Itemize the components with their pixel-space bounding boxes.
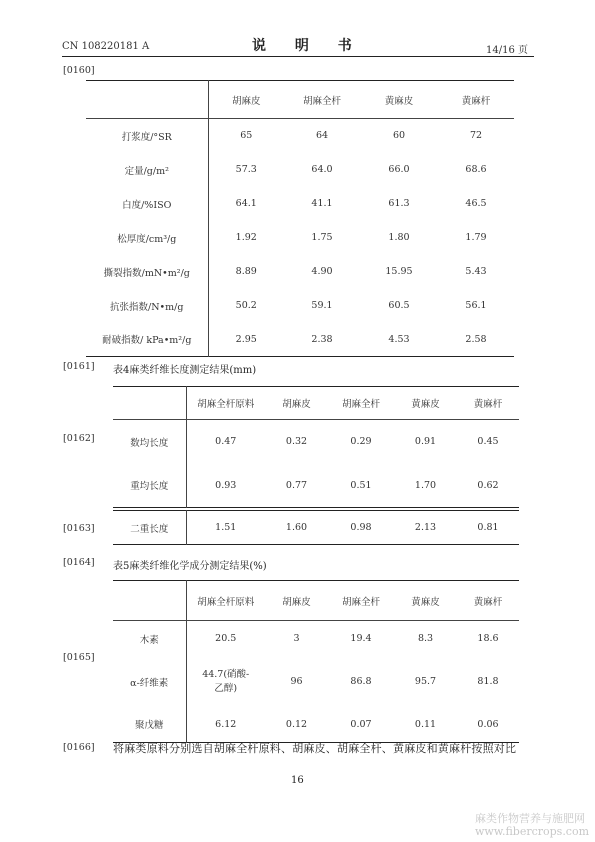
cell-value: 50.2: [235, 300, 257, 311]
para-number-0163: [0163]: [63, 523, 95, 534]
table3-col-header: 胡麻全杆: [341, 596, 380, 608]
cell-value: 66.0: [388, 164, 410, 175]
table-row: [86, 153, 514, 187]
table3-header-row: [113, 581, 519, 621]
cell-value: 1.79: [465, 232, 487, 243]
cell-value: 60: [392, 130, 406, 142]
cell-value: 5.43: [465, 266, 487, 277]
row-label: 抗张指数/N•m/g: [86, 289, 208, 323]
cell-value: 0.98: [350, 522, 372, 533]
cell-value: 0.91: [414, 436, 437, 448]
table-row: [86, 289, 514, 323]
table-row: [86, 119, 514, 153]
cell-value: 0.32: [285, 436, 308, 448]
cell-value: 18.6: [477, 633, 499, 645]
cell-value: 56.1: [465, 300, 487, 311]
header-rule: [62, 56, 534, 57]
page-title: 说 明 书: [252, 38, 364, 54]
cell-value: 20.5: [215, 633, 237, 645]
table-row: [86, 187, 514, 221]
table1-col-header: 胡麻全杆: [302, 95, 341, 107]
cell-value: 46.5: [465, 198, 487, 209]
cell-value: 65: [240, 130, 253, 142]
row-label: 定量/g/m²: [86, 153, 208, 187]
table2-header-row: [113, 387, 519, 420]
table1-header-row: [86, 81, 514, 119]
cell-value: 4.53: [388, 333, 410, 345]
table2-header-blank: [113, 387, 186, 420]
table3-col-header: 黄麻皮: [411, 596, 440, 608]
table-row: [86, 255, 514, 289]
cell-value: 95.7: [414, 676, 437, 687]
cell-value: 64.0: [311, 164, 333, 175]
page-indicator: 14/16 页: [486, 45, 528, 56]
cell-value: 0.07: [350, 718, 372, 730]
cell-value: 15.95: [385, 266, 413, 277]
table2-col-header: 胡麻皮: [282, 399, 311, 410]
cell-value: 68.6: [465, 164, 487, 175]
cell-value: 1.70: [414, 479, 437, 491]
page-number: 16: [291, 775, 304, 786]
table2-col-header: 黄麻皮: [411, 399, 440, 410]
cell-value: 0.29: [350, 436, 372, 448]
row-label: 重均长度: [113, 464, 186, 508]
cell-value: 59.1: [311, 300, 333, 311]
cell-value: 44.7(硝酸-乙醇): [202, 668, 250, 694]
para-number-0164: [0164]: [63, 557, 95, 568]
cell-value: 96: [290, 676, 303, 687]
chemical-composition-table: [113, 580, 519, 743]
table3-header-blank: [113, 581, 186, 621]
cell-value: 0.11: [414, 718, 437, 730]
cell-value: 8.3: [417, 633, 434, 645]
table-row: [113, 420, 519, 464]
cell-value: 86.8: [350, 676, 372, 687]
cell-value: 61.3: [388, 198, 410, 209]
row-label: α-纤维素: [113, 657, 186, 707]
row-label: 打浆度/°SR: [86, 119, 208, 153]
cell-value: 0.62: [477, 479, 499, 491]
row-label: 数均长度: [113, 420, 186, 464]
cell-value: 2.13: [414, 522, 437, 533]
para-number-0160: [0160]: [63, 65, 95, 76]
table2-caption: 表4麻类纤维长度测定结果(mm): [113, 365, 257, 376]
row-label: 二重长度: [113, 511, 186, 545]
cell-value: 4.90: [311, 266, 333, 277]
para-number-0162: [0162]: [63, 433, 95, 444]
cell-value: 0.77: [285, 479, 308, 491]
cell-value: 0.51: [350, 479, 372, 491]
cell-value: 57.3: [235, 164, 257, 175]
row-label: 木素: [113, 621, 186, 657]
cell-value: 1.80: [388, 232, 410, 243]
cell-value: 0.81: [477, 522, 499, 533]
table-row: [113, 657, 519, 707]
table-row: [113, 621, 519, 657]
table1-col-header: 胡麻皮: [231, 95, 261, 107]
table-row: [113, 511, 519, 545]
cell-value: 19.4: [350, 633, 372, 645]
cell-value: 6.12: [215, 718, 237, 730]
table-row: [86, 323, 514, 357]
fiber-length-table-continued: [113, 510, 519, 545]
table3-col-header: 胡麻全杆原料: [197, 596, 255, 608]
cell-value: 1.51: [215, 522, 237, 533]
row-label: 聚戊糖: [113, 707, 186, 743]
cell-value: 64: [315, 130, 329, 142]
cell-value: 60.5: [388, 300, 410, 311]
table2-col-header: 黄麻杆: [473, 399, 503, 410]
table3-col-header: 黄麻杆: [473, 596, 503, 608]
cell-value: 2.95: [235, 333, 257, 345]
table-row: [113, 707, 519, 743]
cell-value: 3: [293, 633, 300, 645]
body-paragraph: 将麻类原料分别选自胡麻全杆原料、胡麻皮、胡麻全杆、黄麻皮和黄麻杆按照对比: [113, 742, 517, 755]
watermark-site-name: 麻类作物营养与施肥网: [475, 812, 585, 825]
row-label: 撕裂指数/mN•m²/g: [86, 255, 208, 289]
row-label: 松厚度/cm³/g: [86, 221, 208, 255]
cell-value: 72: [469, 130, 483, 142]
paper-properties-table: [86, 80, 514, 357]
para-number-0165: [0165]: [63, 652, 95, 663]
row-label: 白度/%ISO: [86, 187, 208, 221]
cell-value: 0.06: [477, 718, 499, 730]
table1-col-header: 黄麻杆: [461, 95, 491, 107]
cell-value: 0.47: [215, 436, 237, 448]
cell-value: 41.1: [311, 198, 333, 209]
cell-value: 8.89: [235, 266, 257, 277]
fiber-length-table: [113, 386, 519, 508]
cell-value: 1.75: [311, 232, 333, 243]
table2-col-header: 胡麻全杆: [341, 399, 380, 410]
table3-col-header: 胡麻皮: [282, 596, 311, 608]
table2-col-header: 胡麻全杆原料: [197, 399, 255, 410]
row-label: 耐破指数/ kPa•m²/g: [86, 323, 208, 357]
table3-caption: 表5麻类纤维化学成分测定结果(%): [113, 561, 267, 572]
cell-value: 64.1: [235, 198, 257, 209]
cell-value: 81.8: [477, 676, 499, 687]
cell-value: 0.12: [285, 718, 308, 730]
table-row: [113, 464, 519, 508]
watermark-url: www.fibercrops.com: [475, 825, 590, 838]
cell-value: 0.45: [477, 436, 499, 448]
cell-value: 1.92: [235, 232, 257, 243]
table1-header-blank: [86, 81, 208, 119]
table-row: [86, 221, 514, 255]
cell-value: 2.38: [311, 333, 333, 345]
cell-value: 2.58: [465, 333, 487, 345]
para-number-0166: [0166]: [63, 742, 95, 753]
cell-value: 0.93: [215, 479, 237, 491]
para-number-0161: [0161]: [63, 361, 95, 372]
doc-number: CN 108220181 A: [62, 41, 150, 52]
cell-value: 1.60: [285, 522, 308, 533]
table1-col-header: 黄麻皮: [384, 95, 414, 107]
